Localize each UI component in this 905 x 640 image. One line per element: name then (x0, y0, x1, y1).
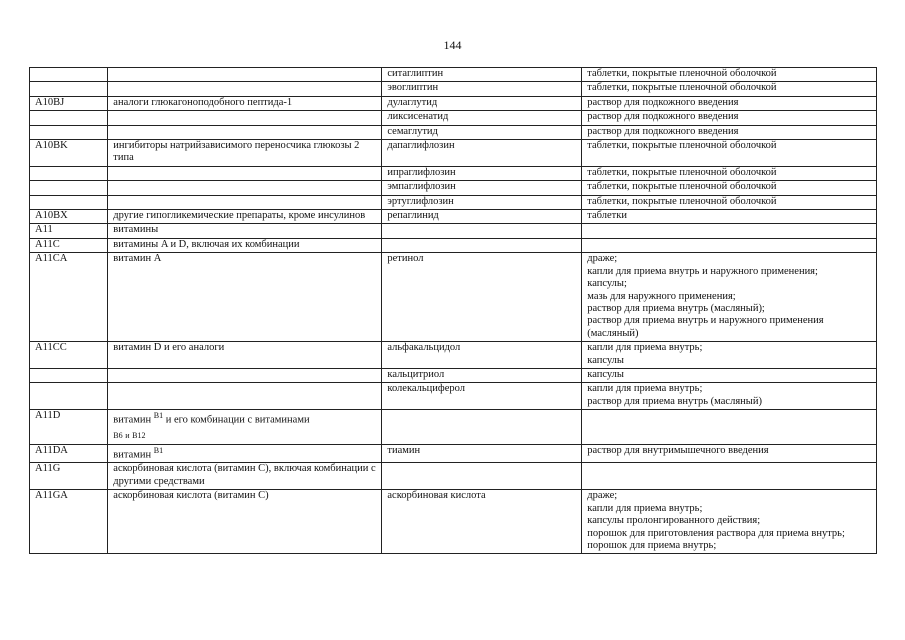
dosage-form-cell (582, 253, 877, 342)
dosage-form-cell (582, 444, 877, 463)
group-name-cell: аскорбиновая кислота (витамин C), включая комбинации с другими средствами (108, 463, 382, 490)
group-name-cell: витамины (108, 224, 382, 238)
dosage-form-cell (582, 181, 877, 195)
table-row (30, 224, 877, 238)
substance-cell: ипраглифлозин (382, 166, 582, 180)
atc-code-cell: A11CC (30, 342, 108, 369)
group-text-part: B1 (153, 411, 164, 421)
atc-code-cell: A10BJ (30, 96, 108, 110)
group-name-cell: аскорбиновая кислота (витамин C) (108, 490, 382, 554)
group-name-cell: витамины A и D, включая их комбинации (108, 238, 382, 252)
atc-code-cell (30, 82, 108, 96)
group-name-cell (108, 68, 382, 82)
table-row (30, 166, 877, 180)
dosage-form-cell (582, 82, 877, 96)
group-name-cell (108, 410, 382, 444)
drug-table (29, 67, 877, 554)
dosage-form-cell (582, 140, 877, 167)
dosage-form-cell (582, 238, 877, 252)
atc-code-cell (30, 368, 108, 382)
atc-code-cell (30, 181, 108, 195)
table-row (30, 82, 877, 96)
dosage-form-cell (582, 224, 877, 238)
group-text-part: и (125, 431, 130, 441)
table-row (30, 125, 877, 139)
group-name-cell (108, 383, 382, 410)
group-name-cell: другие гипогликемические препараты, кроме инсулинов (108, 210, 382, 224)
atc-code-cell (30, 68, 108, 82)
group-name-cell: аналоги глюкагоноподобного пептида-1 (108, 96, 382, 110)
atc-code-cell: A11CA (30, 253, 108, 342)
dosage-form-cell (582, 383, 877, 410)
substance-cell: кальцитриол (382, 368, 582, 382)
table-row (30, 111, 877, 125)
group-name-cell: витамин A (108, 253, 382, 342)
dosage-form-line: капсулы (587, 368, 624, 380)
atc-code-cell (30, 111, 108, 125)
dosage-form-cell (582, 68, 877, 82)
substance-cell: альфакальцидол (382, 342, 582, 369)
substance-cell: дулаглутид (382, 96, 582, 110)
substance-cell: дапаглифлозин (382, 140, 582, 167)
dosage-form-cell (582, 490, 877, 554)
table-row (30, 253, 877, 342)
dosage-form-line: капли для приема внутрь; (587, 342, 703, 354)
group-name-cell (108, 125, 382, 139)
table-row (30, 410, 877, 444)
substance-cell: эртуглифлозин (382, 195, 582, 209)
dosage-form-cell (582, 166, 877, 180)
dosage-form-line: раствор для приема внутрь и наружного применения (масляный) (587, 315, 824, 339)
atc-code-cell (30, 383, 108, 410)
table-row (30, 238, 877, 252)
dosage-form-line: таблетки, покрытые пленочной оболочкой (587, 181, 777, 193)
dosage-form-line: таблетки, покрытые пленочной оболочкой (587, 195, 777, 207)
substance-cell: колекальциферол (382, 383, 582, 410)
atc-code-cell (30, 125, 108, 139)
atc-code-cell: A11DA (30, 444, 108, 463)
group-text-part: B1 (153, 445, 164, 455)
group-name-cell (108, 444, 382, 463)
group-name-cell: витамин D и его аналоги (108, 342, 382, 369)
dosage-form-line: драже; (587, 253, 618, 265)
table-row (30, 444, 877, 463)
dosage-form-cell (582, 96, 877, 110)
atc-code-cell (30, 166, 108, 180)
group-name-cell (108, 181, 382, 195)
dosage-form-line: раствор для подкожного введения (587, 125, 739, 137)
group-name-cell (108, 111, 382, 125)
dosage-form-line: таблетки, покрытые пленочной оболочкой (587, 68, 777, 79)
substance-cell: ликсисенатид (382, 111, 582, 125)
substance-cell: эмпаглифлозин (382, 181, 582, 195)
group-text-part: витамин (113, 414, 152, 426)
dosage-form-cell (582, 342, 877, 369)
substance-cell: аскорбиновая кислота (382, 490, 582, 554)
dosage-form-line: раствор для внутримышечного введения (587, 444, 769, 456)
dosage-form-line: таблетки, покрытые пленочной оболочкой (587, 166, 777, 178)
table-row (30, 96, 877, 110)
table-row (30, 463, 877, 490)
atc-code-cell: A11G (30, 463, 108, 490)
dosage-form-line: раствор для подкожного введения (587, 96, 739, 108)
dosage-form-line: порошок для приема внутрь; (587, 539, 717, 551)
dosage-form-line: раствор для приема внутрь (масляный); (587, 302, 765, 314)
atc-code-cell: A11 (30, 224, 108, 238)
group-name-cell (108, 368, 382, 382)
atc-code-cell: A10BK (30, 140, 108, 167)
table-row (30, 140, 877, 167)
group-text-part: B6 (113, 431, 123, 441)
substance-cell: репаглинид (382, 210, 582, 224)
dosage-form-line: капсулы (587, 354, 624, 366)
dosage-form-line: мазь для наружного применения; (587, 290, 736, 302)
group-name-cell (108, 82, 382, 96)
dosage-form-line: раствор для приема внутрь (масляный) (587, 395, 762, 407)
dosage-form-line: таблетки (587, 210, 627, 222)
group-text-part: и его комбинации с витаминами (165, 414, 310, 426)
dosage-form-line: капсулы пролонгированного действия; (587, 515, 761, 527)
group-name-cell (108, 166, 382, 180)
page-number: 144 (443, 38, 462, 52)
table-row (30, 181, 877, 195)
dosage-form-cell (582, 195, 877, 209)
atc-code-cell (30, 195, 108, 209)
substance-cell: эвоглиптин (382, 82, 582, 96)
group-name-cell (108, 195, 382, 209)
group-name-cell: ингибиторы натрийзависимого переносчика глюкозы 2 типа (108, 140, 382, 167)
dosage-form-cell (582, 111, 877, 125)
substance-cell: ретинол (382, 253, 582, 342)
table-row (30, 210, 877, 224)
substance-cell: семаглутид (382, 125, 582, 139)
dosage-form-line: таблетки, покрытые пленочной оболочкой (587, 82, 777, 94)
atc-code-cell: A11D (30, 410, 108, 444)
dosage-form-line: раствор для подкожного введения (587, 111, 739, 123)
dosage-form-line: капли для приема внутрь и наружного применения; (587, 265, 818, 277)
atc-code-cell: A10BX (30, 210, 108, 224)
dosage-form-line: таблетки, покрытые пленочной оболочкой (587, 140, 777, 152)
dosage-form-line: капли для приема внутрь; (587, 383, 703, 395)
dosage-form-cell (582, 368, 877, 382)
substance-cell (382, 224, 582, 238)
dosage-form-line: драже; (587, 490, 618, 502)
dosage-form-line: порошок для приготовления раствора для приема внутрь; (587, 527, 845, 539)
atc-code-cell: A11C (30, 238, 108, 252)
substance-cell (382, 410, 582, 444)
substance-cell (382, 238, 582, 252)
dosage-form-line: капсулы; (587, 278, 627, 290)
table-row (30, 195, 877, 209)
atc-code-cell: A11GA (30, 490, 108, 554)
substance-cell: тиамин (382, 444, 582, 463)
substance-cell (382, 463, 582, 490)
dosage-form-cell (582, 125, 877, 139)
drug-table-body (30, 68, 877, 554)
dosage-form-cell (582, 463, 877, 490)
table-row (30, 68, 877, 82)
substance-cell: ситаглиптин (382, 68, 582, 82)
dosage-form-cell (582, 410, 877, 444)
dosage-form-line: капли для приема внутрь; (587, 502, 703, 514)
table-row (30, 490, 877, 554)
dosage-form-cell (582, 210, 877, 224)
group-text-part: B12 (132, 431, 146, 441)
group-text-part: витамин (113, 449, 152, 461)
table-row (30, 368, 877, 382)
table-row (30, 342, 877, 369)
table-row (30, 383, 877, 410)
